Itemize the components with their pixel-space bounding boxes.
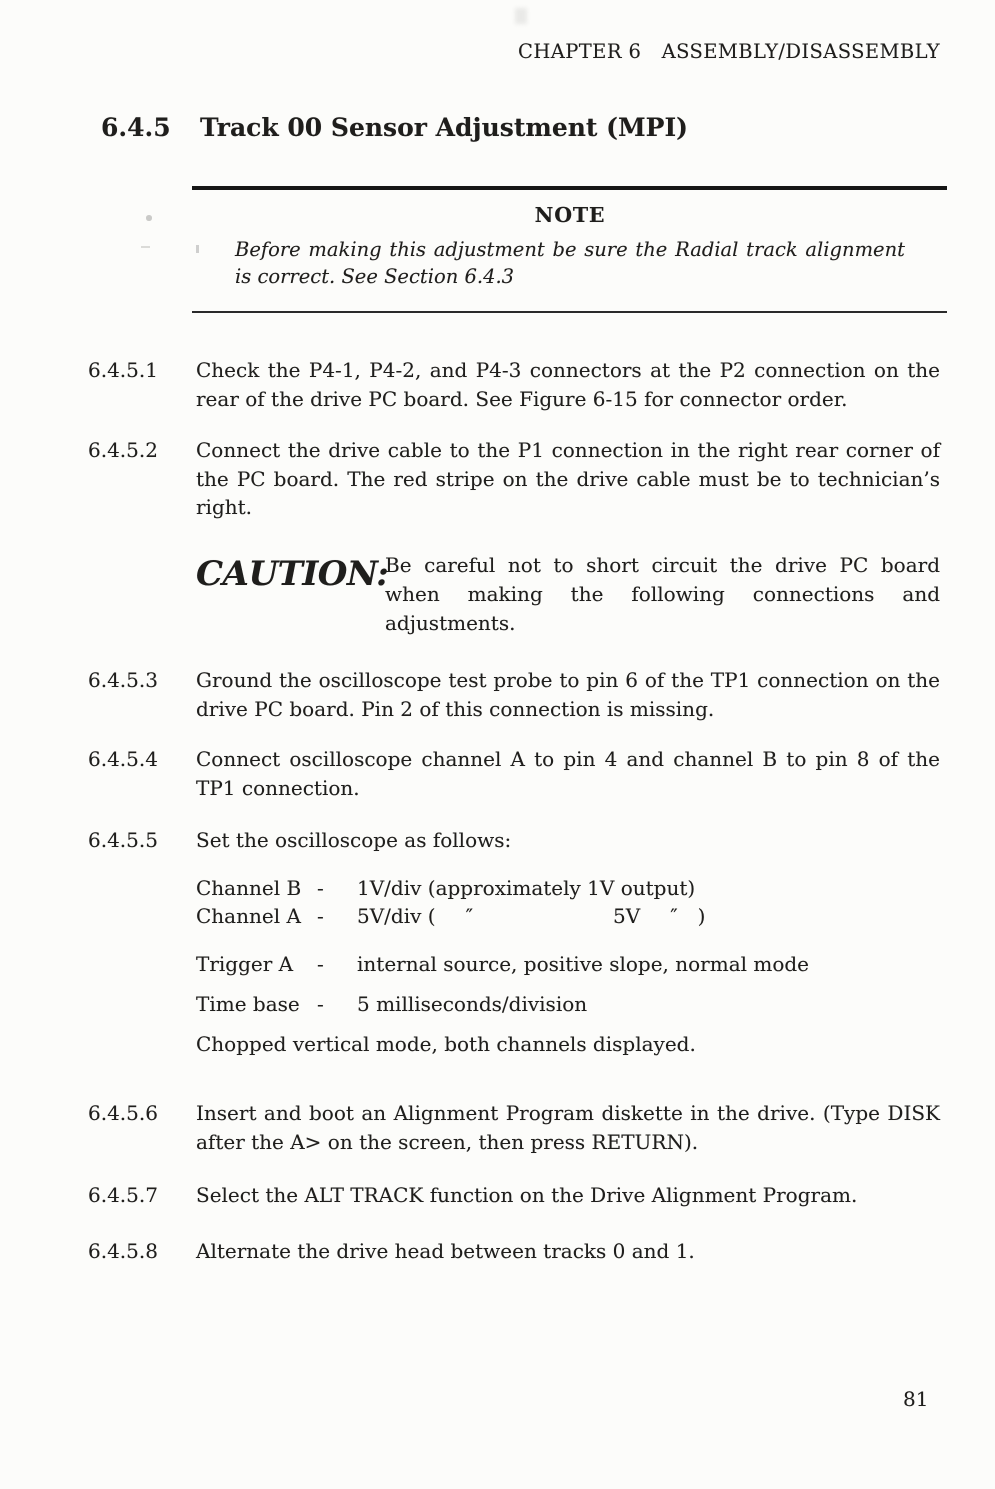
step-text: Check the P4-1, P4-2, and P4-3 connectors at the P2 connection on the rear of the drive PC board. See Figure 6-15 for connector order.	[196, 358, 940, 411]
note-box	[192, 186, 947, 313]
osc-setting-label: Trigger A	[196, 952, 294, 976]
osc-setting-row	[196, 950, 940, 978]
osc-setting-label: Channel B	[196, 876, 302, 900]
osc-setting-label: Time base	[196, 992, 300, 1016]
osc-setting-row	[196, 990, 940, 1018]
step-text: Select the ALT TRACK function on the Drive Alignment Program.	[196, 1183, 858, 1207]
scan-artifact	[141, 246, 150, 248]
osc-setting-row	[196, 874, 940, 902]
page-number: 81	[903, 1387, 929, 1411]
step-number: 6.4.5.3	[88, 668, 158, 692]
step-text: Ground the oscilloscope test probe to pin 6 of the TP1 connection on the drive PC board. Pin 2 of this connection is missing.	[196, 668, 940, 721]
caution-block	[196, 551, 940, 638]
step-number: 6.4.5.7	[88, 1183, 158, 1207]
step-6451	[88, 356, 940, 413]
step-number: 6.4.5.2	[88, 438, 158, 462]
step-text: Connect the drive cable to the P1 connection in the right rear corner of the PC board. The red stripe on the drive cable must be to technician’s right.	[196, 438, 940, 519]
step-6454	[88, 745, 940, 802]
step-number: 6.4.5.4	[88, 747, 158, 771]
caution-text: Be careful not to short circuit the drive PC board when making the following connections and adjustments.	[385, 553, 940, 635]
note-title: NOTE	[534, 203, 606, 227]
section-title: Track 00 Sensor Adjustment (MPI)	[200, 113, 688, 142]
step-6458	[88, 1237, 940, 1266]
osc-setting-label: Channel A	[196, 904, 301, 928]
osc-setting-dash: -	[317, 992, 324, 1016]
step-6452	[88, 436, 940, 522]
scan-artifact	[146, 215, 152, 221]
step-number: 6.4.5.1	[88, 358, 158, 382]
running-header: CHAPTER 6 ASSEMBLY/DISASSEMBLY	[518, 40, 940, 63]
step-number: 6.4.5.6	[88, 1101, 158, 1125]
step-6456	[88, 1099, 940, 1156]
step-number: 6.4.5.8	[88, 1239, 158, 1263]
scan-artifact	[196, 245, 199, 253]
step-text: Set the oscilloscope as follows:	[196, 828, 512, 852]
scan-artifact	[515, 8, 527, 24]
osc-setting-dash: -	[317, 876, 324, 900]
osc-setting-value: 5V/div ( ″ 5V ″ )	[357, 904, 706, 928]
section-number: 6.4.5	[101, 113, 171, 142]
osc-setting-value: 1V/div (approximately 1V output)	[357, 876, 696, 900]
osc-setting-value: 5 milliseconds/division	[357, 992, 588, 1016]
note-body: Before making this adjustment be sure the Radial track alignment is correct. See Section 6.4.3	[235, 238, 905, 288]
step-text: Insert and boot an Alignment Program diskette in the drive. (Type DISK after the A> on the screen, then press RETURN).	[196, 1101, 940, 1154]
step-number: 6.4.5.5	[88, 828, 158, 852]
step-text: Connect oscilloscope channel A to pin 4 and channel B to pin 8 of the TP1 connection.	[196, 747, 940, 800]
caution-label: CAUTION:	[196, 554, 389, 594]
step-6455	[88, 826, 940, 855]
step-6453	[88, 666, 940, 723]
osc-setting-value: internal source, positive slope, normal mode	[357, 952, 810, 976]
osc-setting-row	[196, 902, 940, 930]
osc-settings-footer: Chopped vertical mode, both channels displayed.	[196, 1032, 696, 1056]
oscilloscope-settings	[196, 874, 940, 1058]
osc-setting-dash: -	[317, 952, 324, 976]
osc-setting-dash: -	[317, 904, 324, 928]
step-text: Alternate the drive head between tracks 0 and 1.	[196, 1239, 695, 1263]
section-heading	[101, 113, 688, 142]
step-6457	[88, 1181, 940, 1210]
